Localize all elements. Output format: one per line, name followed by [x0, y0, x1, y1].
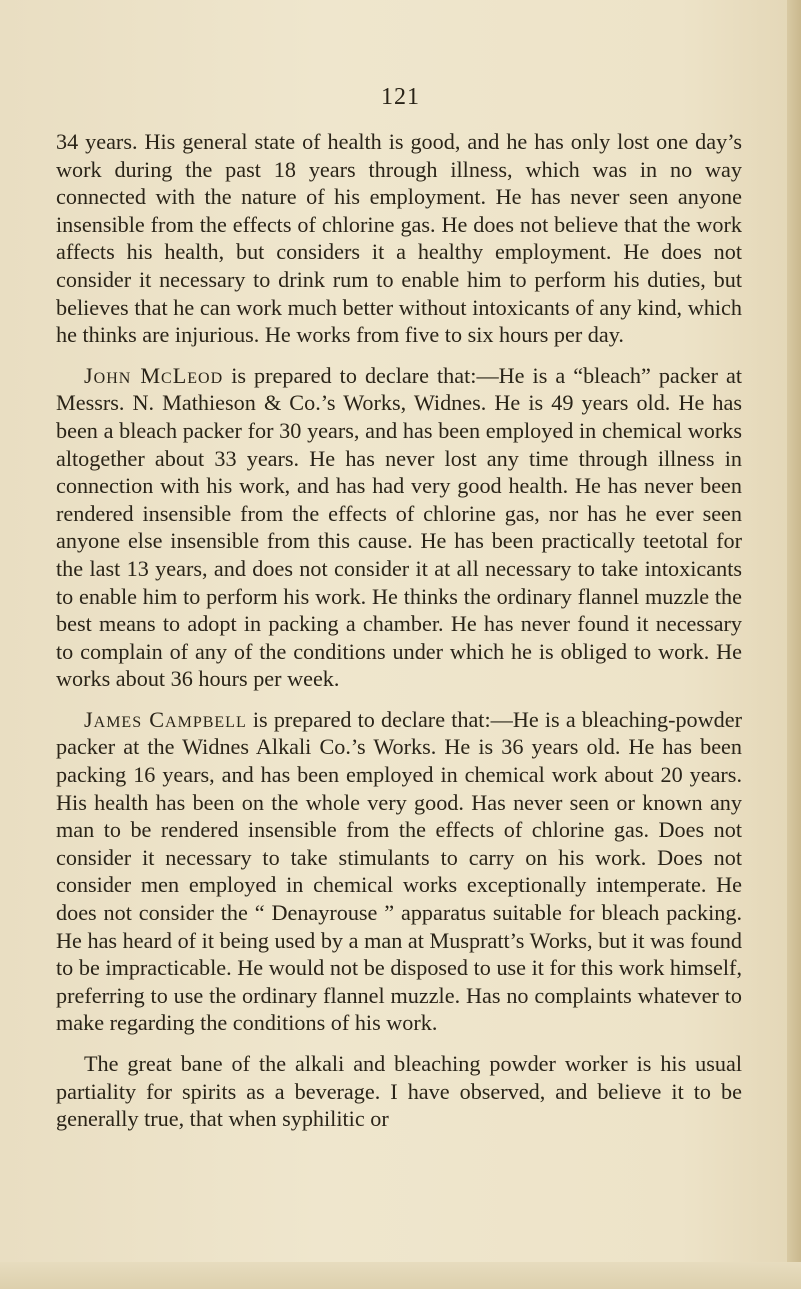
paragraph-2-lead: John McLeod [84, 362, 224, 388]
page-edge [787, 0, 801, 1289]
paragraph-1-text: 34 years. His general state of health is good, and he has only lost one day’s work during the past 18 years through illness, which was in no way connected with the nature of his employment. He has never seen anyone insensible from the effects of chlorine gas. He does not believe that the work affects his health, but considers it a healthy employment. He does not consider it necessary to drink rum to enable him to perform his duties, but believes that he can work much better without intoxicants of any kind, which he thinks are injurious. He works from five to six hours per day. [56, 129, 742, 348]
paragraph-2 [56, 362, 742, 693]
paragraph-4-text: The great bane of the alkali and bleaching powder worker is his usual partiality for spirits as a beverage. I have observed, and believe it to be generally true, that when syphilitic or [56, 1051, 742, 1132]
page-bottom-margin [0, 1262, 801, 1289]
page-number: 121 [381, 84, 420, 110]
paragraph-4 [56, 1050, 742, 1133]
paragraph-3-lead: James Campbell [84, 706, 247, 732]
paragraph-3-text: is prepared to declare that:—He is a bleaching-powder packer at the Widnes Alkali Co.’s Works. He is 36 years old. He has been packing 16 years, and has been employed in chemical work about 20 years. His health has been on the whole very good. Has never seen or known any man to be rendered insensible from the effects of chlorine gas. Does not consider it necessary to take stimulants to carry on his work. Does not consider men employed in chemical works exceptionally intemperate. He does not consider the “ Denayrouse ” apparatus suitable for bleach packing. He has heard of it being used by a man at Muspratt’s Works, but it was found to be impracticable. He would not be disposed to use it for this work himself, preferring to use the ordinary flannel muzzle. Has no complaints whatever to make regarding the conditions of his work. [56, 706, 742, 1036]
paragraph-2-text: is prepared to declare that:—He is a “bleach” packer at Messrs. N. Mathieson & Co.’s Works, Widnes. He is 49 years old. He has been a bleach packer for 30 years, and has been employed in chemical works altogether about 33 years. He has never lost any time through illness in connection with his work, and has had very good health. He has never been rendered insensible from the effects of chlorine gas, nor has he ever seen anyone else insensible from this cause. He has been practically teetotal for the last 13 years, and does not consider it at all necessary to take intoxicants to enable him to perform his work. He thinks the ordinary flannel muzzle the best means to adopt in packing a chamber. He has never found it necessary to complain of any of the conditions under which he is obliged to work. He works about 36 hours per week. [56, 362, 743, 692]
paragraph-3 [56, 706, 742, 1037]
body-text [56, 128, 742, 1133]
paragraph-1 [56, 128, 742, 349]
